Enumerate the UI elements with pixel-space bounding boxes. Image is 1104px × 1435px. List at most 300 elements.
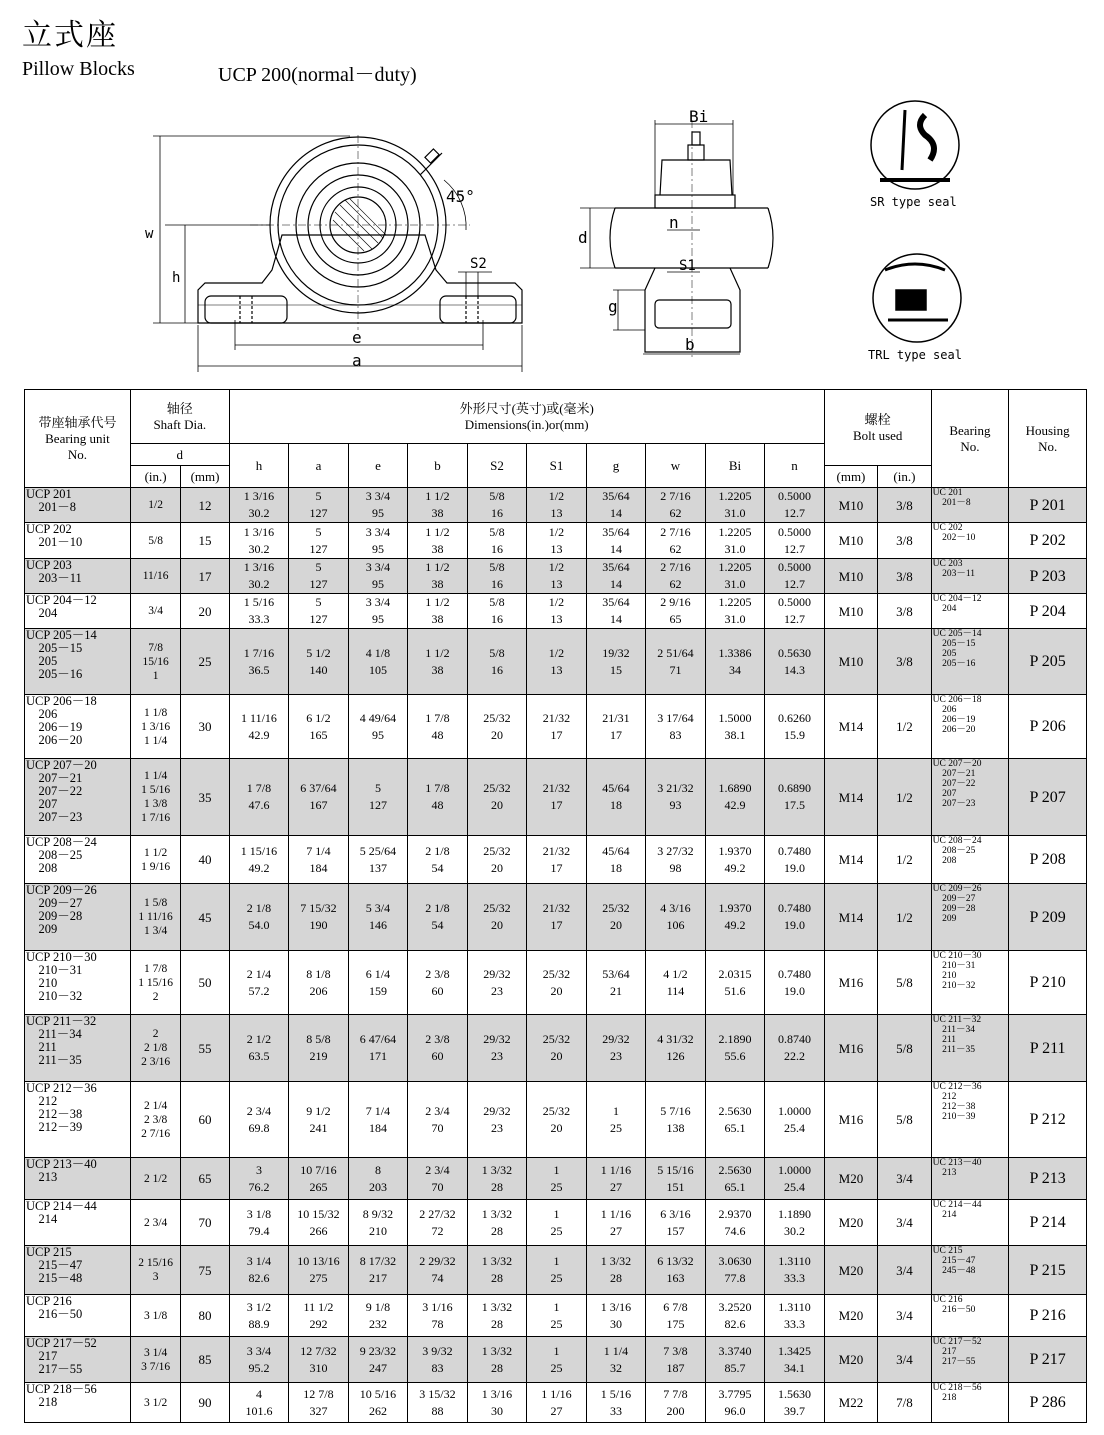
cell-shaft-in: 2 1/4 2 3/8 2 7/16 bbox=[130, 1082, 180, 1158]
cell-dim-s1: 1 25 bbox=[527, 1295, 587, 1337]
cell-dim-w: 2 7/16 62 bbox=[646, 523, 706, 559]
cell-dim-s1: 25/32 20 bbox=[527, 951, 587, 1015]
cell-housing-no: P 204 bbox=[1009, 594, 1087, 629]
cell-dim-n: 1.3110 33.3 bbox=[765, 1295, 825, 1337]
cell-dim-e: 5 25/64 137 bbox=[348, 836, 408, 884]
cell-shaft-mm: 12 bbox=[181, 488, 229, 523]
table-row bbox=[25, 629, 1087, 695]
header-unit-en: Bearing unit No. bbox=[45, 430, 110, 462]
cell-dim-g: 45/64 18 bbox=[586, 759, 646, 836]
cell-dim-a: 12 7/8 327 bbox=[289, 1383, 349, 1423]
cell-dim-b: 3 9/32 83 bbox=[408, 1337, 468, 1383]
cell-bearing-unit: UCP 206－18 206 206－19 206－20 bbox=[25, 695, 131, 759]
cell-housing-no: P 214 bbox=[1009, 1200, 1087, 1246]
cell-dim-b: 1 1/2 38 bbox=[408, 488, 468, 523]
cell-shaft-mm: 17 bbox=[181, 559, 229, 594]
cell-dim-e: 8 9/32 210 bbox=[348, 1200, 408, 1246]
cell-dim-a: 7 1/4 184 bbox=[289, 836, 349, 884]
cell-dim-g: 35/64 14 bbox=[586, 559, 646, 594]
cell-dim-b: 2 3/4 70 bbox=[408, 1082, 468, 1158]
cell-dim-g: 1 1/16 27 bbox=[586, 1200, 646, 1246]
cell-dim-bi: 3.3740 85.7 bbox=[705, 1337, 765, 1383]
cell-dim-e: 4 49/64 95 bbox=[348, 695, 408, 759]
cell-bearing-unit: UCP 204－12 204 bbox=[25, 594, 131, 629]
cell-dim-w: 7 7/8 200 bbox=[646, 1383, 706, 1423]
cell-dim-e: 7 1/4 184 bbox=[348, 1082, 408, 1158]
dimension-table bbox=[24, 389, 1087, 1423]
cell-bearing-no: UC 210－30 210－31 210 210－32 bbox=[931, 951, 1009, 1015]
table-row bbox=[25, 759, 1087, 836]
cell-dim-s1: 21/32 17 bbox=[527, 884, 587, 951]
cell-dim-b: 3 15/32 88 bbox=[408, 1383, 468, 1423]
cell-bolt-in: 7/8 bbox=[878, 1383, 931, 1423]
cell-dim-s2: 5/8 16 bbox=[467, 559, 527, 594]
trl-seal-diagram bbox=[873, 254, 961, 342]
header-bearing-no: Bearing No. bbox=[931, 390, 1009, 488]
cell-dim-s1: 1 25 bbox=[527, 1246, 587, 1295]
cell-bearing-no: UC 201 201－8 bbox=[931, 488, 1009, 523]
cell-bolt-in: 3/8 bbox=[878, 488, 931, 523]
cell-dim-a: 10 15/32 266 bbox=[289, 1200, 349, 1246]
cell-dim-n: 0.7480 19.0 bbox=[765, 951, 825, 1015]
cell-dim-bi: 1.2205 31.0 bbox=[705, 488, 765, 523]
cell-dim-g: 19/32 15 bbox=[586, 629, 646, 695]
cell-dim-g: 53/64 21 bbox=[586, 951, 646, 1015]
dim-label-w: w bbox=[145, 226, 154, 242]
header-dims-zh: 外形尺寸(英寸)或(毫米) bbox=[459, 400, 594, 416]
cell-bearing-unit: UCP 218－56 218 bbox=[25, 1383, 131, 1423]
cell-dim-s1: 21/32 17 bbox=[527, 759, 587, 836]
header-col-s2: S2 bbox=[467, 444, 527, 488]
cell-bearing-unit: UCP 213－40 213 bbox=[25, 1158, 131, 1200]
cell-dim-s2: 25/32 20 bbox=[467, 695, 527, 759]
cell-dim-h: 3 1/4 82.6 bbox=[229, 1246, 289, 1295]
cell-dim-a: 10 13/16 275 bbox=[289, 1246, 349, 1295]
cell-bearing-unit: UCP 211－32 211－34 211 211－35 bbox=[25, 1015, 131, 1082]
cell-housing-no: P 212 bbox=[1009, 1082, 1087, 1158]
header-col-e: e bbox=[348, 444, 408, 488]
cell-dim-s2: 1 3/32 28 bbox=[467, 1200, 527, 1246]
cell-dim-s1: 1 25 bbox=[527, 1337, 587, 1383]
table-row bbox=[25, 559, 1087, 594]
cell-shaft-mm: 40 bbox=[181, 836, 229, 884]
cell-shaft-in: 5/8 bbox=[130, 523, 180, 559]
cell-dim-g: 1 25 bbox=[586, 1082, 646, 1158]
cell-dim-g: 35/64 14 bbox=[586, 523, 646, 559]
cell-dim-e: 9 1/8 232 bbox=[348, 1295, 408, 1337]
cell-dim-bi: 3.2520 82.6 bbox=[705, 1295, 765, 1337]
cell-bearing-no: UC 204－12 204 bbox=[931, 594, 1009, 629]
cell-bolt-in: 5/8 bbox=[878, 951, 931, 1015]
cell-dim-a: 5 127 bbox=[289, 488, 349, 523]
cell-bolt-mm: M10 bbox=[824, 594, 877, 629]
cell-bolt-in: 3/8 bbox=[878, 594, 931, 629]
cell-shaft-mm: 65 bbox=[181, 1158, 229, 1200]
header-bearing-unit bbox=[25, 390, 131, 488]
table-row bbox=[25, 1200, 1087, 1246]
cell-dim-a: 7 15/32 190 bbox=[289, 884, 349, 951]
cell-dim-e: 9 23/32 247 bbox=[348, 1337, 408, 1383]
cell-dim-e: 8 203 bbox=[348, 1158, 408, 1200]
cell-dim-g: 1 5/16 33 bbox=[586, 1383, 646, 1423]
cell-dim-bi: 1.3386 34 bbox=[705, 629, 765, 695]
series-label: UCP 200(normal－duty) bbox=[218, 64, 417, 86]
cell-bolt-mm: M16 bbox=[824, 1082, 877, 1158]
cell-housing-no: P 217 bbox=[1009, 1337, 1087, 1383]
cell-dim-s1: 21/32 17 bbox=[527, 695, 587, 759]
cell-dim-s1: 1/2 13 bbox=[527, 559, 587, 594]
header-dimensions bbox=[229, 390, 824, 444]
cell-bolt-mm: M20 bbox=[824, 1337, 877, 1383]
cell-bearing-unit: UCP 202 201－10 bbox=[25, 523, 131, 559]
cell-dim-n: 0.5000 12.7 bbox=[765, 594, 825, 629]
cell-dim-w: 5 7/16 138 bbox=[646, 1082, 706, 1158]
header-col-w: w bbox=[646, 444, 706, 488]
cell-bolt-in: 1/2 bbox=[878, 695, 931, 759]
cell-bearing-no: UC 218－56 218 bbox=[931, 1383, 1009, 1423]
cell-dim-s1: 1/2 13 bbox=[527, 594, 587, 629]
cell-dim-a: 5 127 bbox=[289, 559, 349, 594]
cell-dim-bi: 1.6890 42.9 bbox=[705, 759, 765, 836]
cell-dim-h: 2 1/8 54.0 bbox=[229, 884, 289, 951]
cell-shaft-mm: 50 bbox=[181, 951, 229, 1015]
dim-label-g: g bbox=[608, 297, 618, 316]
cell-dim-e: 3 3/4 95 bbox=[348, 559, 408, 594]
cell-shaft-mm: 80 bbox=[181, 1295, 229, 1337]
cell-bolt-mm: M14 bbox=[824, 836, 877, 884]
dim-label-s1: S1 bbox=[679, 258, 696, 274]
header-bolt-used bbox=[824, 390, 931, 466]
cell-dim-s2: 1 3/32 28 bbox=[467, 1295, 527, 1337]
sr-seal-diagram bbox=[871, 101, 959, 189]
cell-dim-h: 1 5/16 33.3 bbox=[229, 594, 289, 629]
cell-dim-s1: 1/2 13 bbox=[527, 629, 587, 695]
cell-shaft-in: 7/8 15/16 1 bbox=[130, 629, 180, 695]
cell-dim-n: 1.3425 34.1 bbox=[765, 1337, 825, 1383]
cell-dim-s2: 5/8 16 bbox=[467, 523, 527, 559]
cell-housing-no: P 202 bbox=[1009, 523, 1087, 559]
cell-housing-no: P 203 bbox=[1009, 559, 1087, 594]
dim-label-e: e bbox=[352, 328, 362, 347]
cell-dim-n: 0.5000 12.7 bbox=[765, 559, 825, 594]
cell-bolt-mm: M16 bbox=[824, 951, 877, 1015]
cell-dim-n: 0.7480 19.0 bbox=[765, 836, 825, 884]
table-row bbox=[25, 488, 1087, 523]
header-col-b: b bbox=[408, 444, 468, 488]
cell-dim-w: 6 13/32 163 bbox=[646, 1246, 706, 1295]
cell-bearing-unit: UCP 212－36 212 212－38 212－39 bbox=[25, 1082, 131, 1158]
cell-dim-s2: 25/32 20 bbox=[467, 884, 527, 951]
cell-dim-g: 1 1/16 27 bbox=[586, 1158, 646, 1200]
cell-dim-h: 2 1/4 57.2 bbox=[229, 951, 289, 1015]
cell-dim-a: 8 1/8 206 bbox=[289, 951, 349, 1015]
cell-dim-s2: 1 3/32 28 bbox=[467, 1337, 527, 1383]
cell-dim-n: 1.0000 25.4 bbox=[765, 1158, 825, 1200]
cell-shaft-in: 3 1/2 bbox=[130, 1383, 180, 1423]
cell-shaft-mm: 60 bbox=[181, 1082, 229, 1158]
cell-dim-h: 2 1/2 63.5 bbox=[229, 1015, 289, 1082]
cell-dim-bi: 1.9370 49.2 bbox=[705, 884, 765, 951]
cell-shaft-mm: 20 bbox=[181, 594, 229, 629]
cell-dim-b: 1 1/2 38 bbox=[408, 523, 468, 559]
cell-dim-n: 1.5630 39.7 bbox=[765, 1383, 825, 1423]
header-col-g: g bbox=[586, 444, 646, 488]
table-row bbox=[25, 1082, 1087, 1158]
cell-bearing-no: UC 216 216－50 bbox=[931, 1295, 1009, 1337]
cell-bolt-in: 1/2 bbox=[878, 884, 931, 951]
cell-bolt-in: 3/8 bbox=[878, 523, 931, 559]
cell-dim-e: 4 1/8 105 bbox=[348, 629, 408, 695]
cell-bearing-unit: UCP 217－52 217 217－55 bbox=[25, 1337, 131, 1383]
cell-dim-h: 1 11/16 42.9 bbox=[229, 695, 289, 759]
cell-shaft-mm: 35 bbox=[181, 759, 229, 836]
cell-shaft-mm: 45 bbox=[181, 884, 229, 951]
cell-dim-bi: 2.1890 55.6 bbox=[705, 1015, 765, 1082]
cell-bolt-mm: M20 bbox=[824, 1295, 877, 1337]
cell-bearing-no: UC 211－32 211－34 211 211－35 bbox=[931, 1015, 1009, 1082]
cell-bearing-no: UC 202 202－10 bbox=[931, 523, 1009, 559]
cell-dim-h: 1 15/16 49.2 bbox=[229, 836, 289, 884]
cell-dim-h: 1 7/8 47.6 bbox=[229, 759, 289, 836]
cell-dim-n: 0.7480 19.0 bbox=[765, 884, 825, 951]
header-col-n: n bbox=[765, 444, 825, 488]
cell-dim-bi: 1.2205 31.0 bbox=[705, 559, 765, 594]
cell-dim-g: 29/32 23 bbox=[586, 1015, 646, 1082]
cell-shaft-mm: 55 bbox=[181, 1015, 229, 1082]
cell-housing-no: P 216 bbox=[1009, 1295, 1087, 1337]
cell-dim-bi: 3.7795 96.0 bbox=[705, 1383, 765, 1423]
table-row bbox=[25, 1158, 1087, 1200]
dim-label-angle: 45° bbox=[446, 187, 475, 206]
cell-dim-s1: 1 25 bbox=[527, 1200, 587, 1246]
cell-housing-no: P 211 bbox=[1009, 1015, 1087, 1082]
cell-bearing-no: UC 203 203－11 bbox=[931, 559, 1009, 594]
cell-bolt-mm: M10 bbox=[824, 559, 877, 594]
cell-dim-w: 4 3/16 106 bbox=[646, 884, 706, 951]
cell-shaft-in: 1 1/2 1 9/16 bbox=[130, 836, 180, 884]
cell-dim-bi: 1.2205 31.0 bbox=[705, 523, 765, 559]
header-shaft-mm: (mm) bbox=[181, 466, 229, 488]
cell-shaft-in: 1/2 bbox=[130, 488, 180, 523]
cell-dim-w: 7 3/8 187 bbox=[646, 1337, 706, 1383]
table-row bbox=[25, 594, 1087, 629]
cell-bolt-mm: M10 bbox=[824, 629, 877, 695]
cell-dim-b: 2 3/8 60 bbox=[408, 951, 468, 1015]
cell-housing-no: P 209 bbox=[1009, 884, 1087, 951]
cell-shaft-mm: 70 bbox=[181, 1200, 229, 1246]
cell-housing-no: P 210 bbox=[1009, 951, 1087, 1015]
cell-bearing-no: UC 206－18 206 206－19 206－20 bbox=[931, 695, 1009, 759]
cell-shaft-in: 3/4 bbox=[130, 594, 180, 629]
cell-shaft-in: 1 1/4 1 5/16 1 3/8 1 7/16 bbox=[130, 759, 180, 836]
cell-dim-e: 3 3/4 95 bbox=[348, 488, 408, 523]
cell-bolt-mm: M16 bbox=[824, 1015, 877, 1082]
cell-bolt-in: 3/4 bbox=[878, 1200, 931, 1246]
cell-dim-h: 1 7/16 36.5 bbox=[229, 629, 289, 695]
dim-label-d: d bbox=[578, 228, 588, 247]
cell-bearing-no: UC 205－14 205－15 205 205－16 bbox=[931, 629, 1009, 695]
cell-dim-w: 4 31/32 126 bbox=[646, 1015, 706, 1082]
cell-bearing-no: UC 217－52 217 217－55 bbox=[931, 1337, 1009, 1383]
table-row bbox=[25, 1337, 1087, 1383]
cell-bearing-no: UC 215 215－47 245－48 bbox=[931, 1246, 1009, 1295]
cell-dim-b: 1 1/2 38 bbox=[408, 629, 468, 695]
cell-housing-no: P 206 bbox=[1009, 695, 1087, 759]
header-dims-en: Dimensions(in.)or(mm) bbox=[464, 416, 589, 432]
cell-dim-e: 6 1/4 159 bbox=[348, 951, 408, 1015]
cell-dim-e: 8 17/32 217 bbox=[348, 1246, 408, 1295]
dim-label-h: h bbox=[172, 270, 181, 286]
cell-dim-a: 10 7/16 265 bbox=[289, 1158, 349, 1200]
dim-label-b: b bbox=[685, 335, 695, 354]
header-bolt-mm: (mm) bbox=[824, 466, 877, 488]
cell-bearing-unit: UCP 210－30 210－31 210 210－32 bbox=[25, 951, 131, 1015]
cell-dim-s1: 1/2 13 bbox=[527, 488, 587, 523]
table-row bbox=[25, 951, 1087, 1015]
cell-bearing-unit: UCP 205－14 205－15 205 205－16 bbox=[25, 629, 131, 695]
cell-shaft-mm: 90 bbox=[181, 1383, 229, 1423]
cell-dim-a: 5 127 bbox=[289, 594, 349, 629]
table-row bbox=[25, 523, 1087, 559]
cell-bearing-unit: UCP 214－44 214 bbox=[25, 1200, 131, 1246]
cell-dim-s2: 29/32 23 bbox=[467, 951, 527, 1015]
cell-dim-s2: 29/32 23 bbox=[467, 1015, 527, 1082]
cell-dim-bi: 3.0630 77.8 bbox=[705, 1246, 765, 1295]
cell-shaft-in: 2 2 1/8 2 3/16 bbox=[130, 1015, 180, 1082]
cell-dim-s1: 25/32 20 bbox=[527, 1015, 587, 1082]
cell-dim-a: 11 1/2 292 bbox=[289, 1295, 349, 1337]
header-shaft-en: Shaft Dia. bbox=[153, 416, 207, 432]
cell-dim-n: 0.5000 12.7 bbox=[765, 523, 825, 559]
cell-dim-b: 1 1/2 38 bbox=[408, 594, 468, 629]
cell-shaft-in: 1 7/8 1 15/16 2 bbox=[130, 951, 180, 1015]
cell-bolt-mm: M14 bbox=[824, 884, 877, 951]
dim-label-bi: Bi bbox=[689, 107, 709, 126]
table-row bbox=[25, 884, 1087, 951]
cell-dim-b: 1 7/8 48 bbox=[408, 695, 468, 759]
cell-dim-bi: 2.0315 51.6 bbox=[705, 951, 765, 1015]
cell-dim-s2: 5/8 16 bbox=[467, 488, 527, 523]
cell-bolt-mm: M14 bbox=[824, 759, 877, 836]
cell-shaft-in: 11/16 bbox=[130, 559, 180, 594]
cell-dim-h: 4 101.6 bbox=[229, 1383, 289, 1423]
cell-dim-b: 2 27/32 72 bbox=[408, 1200, 468, 1246]
cell-bearing-unit: UCP 215 215－47 215－48 bbox=[25, 1246, 131, 1295]
cell-dim-bi: 2.5630 65.1 bbox=[705, 1158, 765, 1200]
cell-dim-h: 1 3/16 30.2 bbox=[229, 559, 289, 594]
cell-housing-no: P 208 bbox=[1009, 836, 1087, 884]
page-title-chinese: 立式座 bbox=[22, 18, 118, 53]
cell-dim-w: 4 1/2 114 bbox=[646, 951, 706, 1015]
cell-dim-a: 6 37/64 167 bbox=[289, 759, 349, 836]
cell-shaft-mm: 75 bbox=[181, 1246, 229, 1295]
header-bolt-en: Bolt used bbox=[852, 427, 903, 443]
cell-housing-no: P 201 bbox=[1009, 488, 1087, 523]
cell-shaft-in: 3 1/8 bbox=[130, 1295, 180, 1337]
cell-bearing-no: UC 209－26 209－27 209－28 209 bbox=[931, 884, 1009, 951]
trl-seal-label: TRL type seal bbox=[868, 348, 962, 362]
cell-dim-bi: 2.9370 74.6 bbox=[705, 1200, 765, 1246]
cell-dim-s2: 25/32 20 bbox=[467, 759, 527, 836]
page-title-english: Pillow Blocks bbox=[22, 58, 135, 80]
cell-dim-s2: 5/8 16 bbox=[467, 594, 527, 629]
cell-bolt-mm: M20 bbox=[824, 1158, 877, 1200]
cell-housing-no: P 207 bbox=[1009, 759, 1087, 836]
cell-bearing-unit: UCP 207－20 207－21 207－22 207 207－23 bbox=[25, 759, 131, 836]
cell-dim-g: 45/64 18 bbox=[586, 836, 646, 884]
table-row bbox=[25, 1383, 1087, 1423]
cell-dim-e: 3 3/4 95 bbox=[348, 594, 408, 629]
cell-bolt-in: 1/2 bbox=[878, 836, 931, 884]
cell-dim-g: 35/64 14 bbox=[586, 488, 646, 523]
cell-bearing-unit: UCP 203 203－11 bbox=[25, 559, 131, 594]
cell-bolt-in: 3/4 bbox=[878, 1337, 931, 1383]
table-row bbox=[25, 1015, 1087, 1082]
cell-dim-b: 2 3/8 60 bbox=[408, 1015, 468, 1082]
cell-dim-b: 1 1/2 38 bbox=[408, 559, 468, 594]
cell-dim-s2: 25/32 20 bbox=[467, 836, 527, 884]
cell-shaft-in: 1 5/8 1 11/16 1 3/4 bbox=[130, 884, 180, 951]
cell-bearing-unit: UCP 208－24 208－25 208 bbox=[25, 836, 131, 884]
cell-dim-n: 1.0000 25.4 bbox=[765, 1082, 825, 1158]
cell-dim-w: 5 15/16 151 bbox=[646, 1158, 706, 1200]
cell-dim-w: 3 27/32 98 bbox=[646, 836, 706, 884]
cell-dim-a: 5 127 bbox=[289, 523, 349, 559]
dim-label-a: a bbox=[352, 351, 362, 370]
cell-dim-h: 3 1/8 79.4 bbox=[229, 1200, 289, 1246]
cell-bolt-mm: M10 bbox=[824, 488, 877, 523]
cell-dim-h: 1 3/16 30.2 bbox=[229, 488, 289, 523]
cell-dim-w: 3 21/32 93 bbox=[646, 759, 706, 836]
cell-dim-h: 1 3/16 30.2 bbox=[229, 523, 289, 559]
cell-dim-bi: 1.5000 38.1 bbox=[705, 695, 765, 759]
cell-dim-g: 1 3/16 30 bbox=[586, 1295, 646, 1337]
cell-dim-w: 2 51/64 71 bbox=[646, 629, 706, 695]
cell-dim-s1: 25/32 20 bbox=[527, 1082, 587, 1158]
cell-bolt-in: 3/4 bbox=[878, 1246, 931, 1295]
dim-label-s2: S2 bbox=[470, 256, 487, 272]
cell-dim-s2: 29/32 23 bbox=[467, 1082, 527, 1158]
cell-shaft-mm: 30 bbox=[181, 695, 229, 759]
header-bolt-zh: 螺栓 bbox=[864, 411, 891, 427]
cell-shaft-in: 1 1/8 1 3/16 1 1/4 bbox=[130, 695, 180, 759]
technical-drawing bbox=[0, 0, 1104, 385]
cell-bearing-no: UC 214－44 214 bbox=[931, 1200, 1009, 1246]
cell-dim-a: 8 5/8 219 bbox=[289, 1015, 349, 1082]
table-row bbox=[25, 1295, 1087, 1337]
table-row bbox=[25, 695, 1087, 759]
cell-shaft-mm: 15 bbox=[181, 523, 229, 559]
header-shaft-dia bbox=[130, 390, 229, 444]
cell-dim-n: 0.5630 14.3 bbox=[765, 629, 825, 695]
cell-dim-s1: 1/2 13 bbox=[527, 523, 587, 559]
table-row bbox=[25, 1246, 1087, 1295]
header-col-bi: Bi bbox=[705, 444, 765, 488]
cell-dim-s2: 5/8 16 bbox=[467, 629, 527, 695]
cell-bearing-no: UC 208－24 208－25 208 bbox=[931, 836, 1009, 884]
cell-dim-g: 21/31 17 bbox=[586, 695, 646, 759]
header-shaft-symbol: d bbox=[130, 444, 229, 466]
table-row bbox=[25, 836, 1087, 884]
cell-dim-n: 0.6890 17.5 bbox=[765, 759, 825, 836]
cell-dim-h: 2 3/4 69.8 bbox=[229, 1082, 289, 1158]
cell-housing-no: P 215 bbox=[1009, 1246, 1087, 1295]
cell-dim-h: 3 3/4 95.2 bbox=[229, 1337, 289, 1383]
cell-dim-s1: 21/32 17 bbox=[527, 836, 587, 884]
cell-dim-h: 3 1/2 88.9 bbox=[229, 1295, 289, 1337]
cell-dim-e: 6 47/64 171 bbox=[348, 1015, 408, 1082]
cell-bolt-in: 5/8 bbox=[878, 1015, 931, 1082]
